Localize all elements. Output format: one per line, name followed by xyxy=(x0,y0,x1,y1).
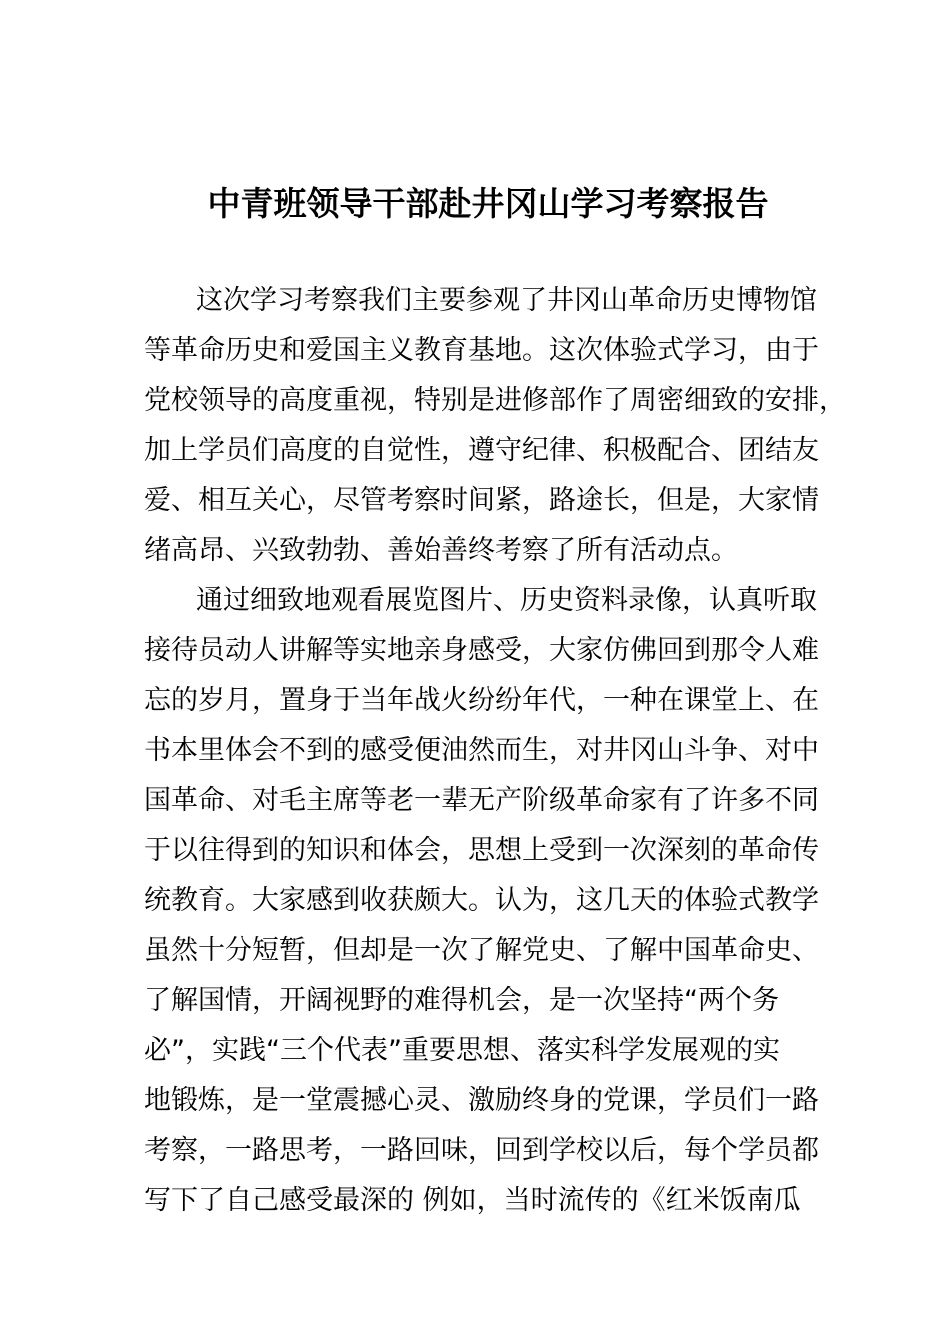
paragraph-1-line-5: 爱、相互关心，尽管考察时间紧，路途长，但是，大家情 xyxy=(144,485,819,516)
paragraph-2-line-9: 了解国情，开阔视野的难得机会，是一次坚持“两个务 xyxy=(144,985,779,1016)
paragraph-1-line-6: 绪高昂、兴致勃勃、善始善终考察了所有活动点。 xyxy=(144,535,738,566)
document-title: 中青班领导干部赴井冈山学习考察报告 xyxy=(207,184,769,223)
paragraph-2-line-13: 写下了自己感受最深的 例如，当时流传的《红米饭南瓜 xyxy=(144,1185,801,1216)
paragraph-1-line-1: 这次学习考察我们主要参观了井冈山革命历史博物馆 xyxy=(196,285,817,316)
paragraph-1-line-3: 党校领导的高度重视，特别是进修部作了周密细致的安排， xyxy=(144,385,846,416)
paragraph-2-line-12: 考察，一路思考，一路回味，回到学校以后，每个学员都 xyxy=(144,1135,819,1166)
paragraph-2-line-8: 虽然十分短暂，但却是一次了解党史、了解中国革命史、 xyxy=(144,935,819,966)
paragraph-1-line-4: 加上学员们高度的自觉性，遵守纪律、积极配合、团结友 xyxy=(144,435,819,466)
paragraph-2-line-7: 统教育。大家感到收获颇大。认为，这几天的体验式教学 xyxy=(144,885,819,916)
paragraph-2-line-11: 地锻炼，是一堂震撼心灵、激励终身的党课，学员们一路 xyxy=(144,1085,819,1116)
document-body xyxy=(144,276,846,1226)
paragraph-2-line-2: 接待员动人讲解等实地亲身感受，大家仿佛回到那令人难 xyxy=(144,635,819,666)
paragraph-2-line-6: 于以往得到的知识和体会，思想上受到一次深刻的革命传 xyxy=(144,835,819,866)
paragraph-2-line-3: 忘的岁月，置身于当年战火纷纷年代，一种在课堂上、在 xyxy=(144,685,819,716)
paragraph-2-line-5: 国革命、对毛主席等老一辈无产阶级革命家有了许多不同 xyxy=(144,785,819,816)
paragraph-2-line-10: 必”，实践“三个代表”重要思想、落实科学发展观的实 xyxy=(144,1035,780,1066)
paragraph-2-line-1: 通过细致地观看展览图片、历史资料录像，认真听取 xyxy=(196,585,817,616)
paragraph-1-line-2: 等革命历史和爱国主义教育基地。这次体验式学习，由于 xyxy=(144,335,819,366)
paragraph-2-line-4: 书本里体会不到的感受便油然而生，对井冈山斗争、对中 xyxy=(144,735,819,766)
